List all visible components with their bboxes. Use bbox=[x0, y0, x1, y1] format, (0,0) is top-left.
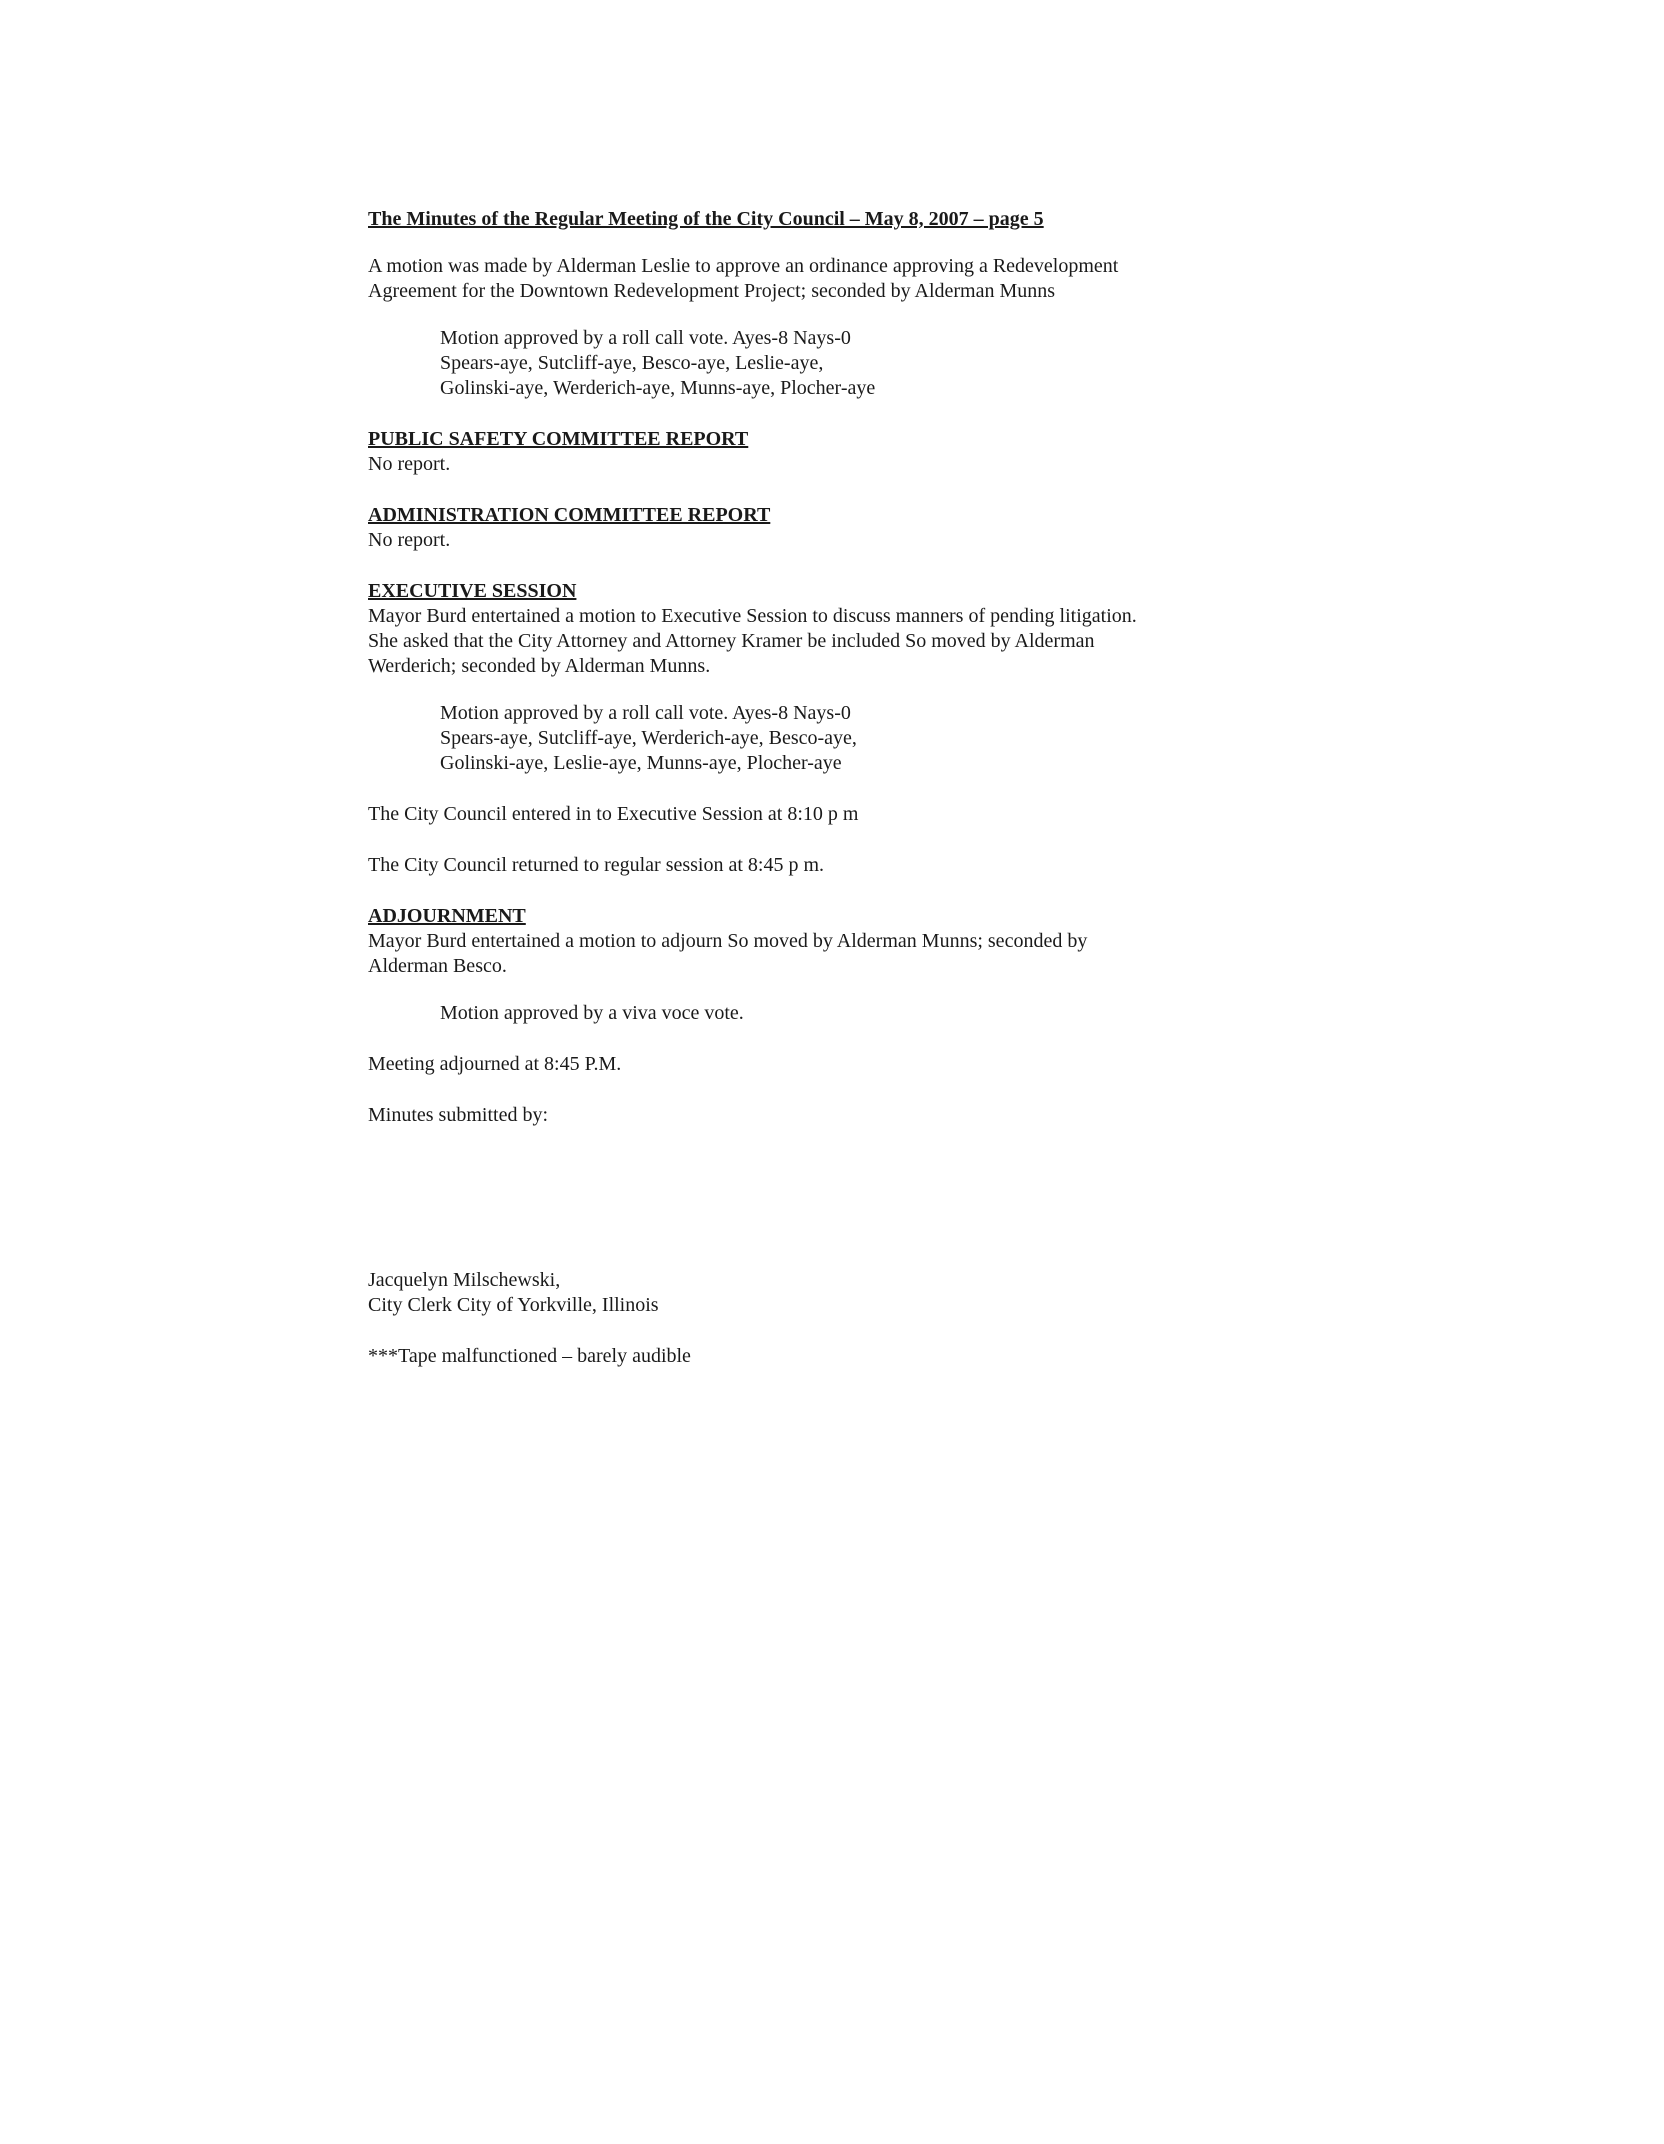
executive-session-heading: EXECUTIVE SESSION bbox=[368, 580, 577, 602]
meeting-adjourned-text: Meeting adjourned at 8:45 P.M. bbox=[368, 1053, 622, 1075]
signature-name: Jacquelyn Milschewski, bbox=[368, 1269, 561, 1291]
document-title: The Minutes of the Regular Meeting of the City Council – May 8, 2007 – page 5 bbox=[368, 208, 1044, 230]
tape-note: ***Tape malfunctioned – barely audible bbox=[368, 1345, 691, 1367]
executive-vote-line-3: Golinski-aye, Leslie-aye, Munns-aye, Plocher-aye bbox=[440, 752, 842, 774]
signature-role: City Clerk City of Yorkville, Illinois bbox=[368, 1294, 659, 1316]
adjournment-text-line-2: Alderman Besco. bbox=[368, 955, 507, 977]
executive-text-line-1: Mayor Burd entertained a motion to Executive Session to discuss manners of pending litigation. bbox=[368, 605, 1137, 627]
document-page bbox=[368, 207, 1308, 1369]
public-safety-heading: PUBLIC SAFETY COMMITTEE REPORT bbox=[368, 428, 749, 450]
executive-entered-text: The City Council entered in to Executive Session at 8:10 p m bbox=[368, 803, 859, 825]
executive-returned-text: The City Council returned to regular session at 8:45 p m. bbox=[368, 854, 825, 876]
adjournment-vote: Motion approved by a viva voce vote. bbox=[440, 1002, 744, 1024]
administration-heading: ADMINISTRATION COMMITTEE REPORT bbox=[368, 504, 771, 526]
motion-vote-line-3: Golinski-aye, Werderich-aye, Munns-aye, Plocher-aye bbox=[440, 377, 876, 399]
administration-text: No report. bbox=[368, 529, 451, 551]
public-safety-text: No report. bbox=[368, 453, 451, 475]
adjournment-text-line-1: Mayor Burd entertained a motion to adjourn So moved by Alderman Munns; seconded by bbox=[368, 930, 1088, 952]
executive-text-line-2: She asked that the City Attorney and Attorney Kramer be included So moved by Alderman bbox=[368, 630, 1095, 652]
adjournment-heading: ADJOURNMENT bbox=[368, 905, 526, 927]
motion-vote-line-1: Motion approved by a roll call vote. Ayes-8 Nays-0 bbox=[440, 327, 851, 349]
motion-text-line-2: Agreement for the Downtown Redevelopment Project; seconded by Alderman Munns bbox=[368, 280, 1056, 302]
motion-text-line-1: A motion was made by Alderman Leslie to approve an ordinance approving a Redevelopment bbox=[368, 255, 1119, 277]
executive-text-line-3: Werderich; seconded by Alderman Munns. bbox=[368, 655, 711, 677]
executive-vote-line-1: Motion approved by a roll call vote. Ayes-8 Nays-0 bbox=[440, 702, 851, 724]
motion-vote-line-2: Spears-aye, Sutcliff-aye, Besco-aye, Leslie-aye, bbox=[440, 352, 824, 374]
minutes-submitted-label: Minutes submitted by: bbox=[368, 1104, 548, 1126]
executive-vote-line-2: Spears-aye, Sutcliff-aye, Werderich-aye, Besco-aye, bbox=[440, 727, 857, 749]
